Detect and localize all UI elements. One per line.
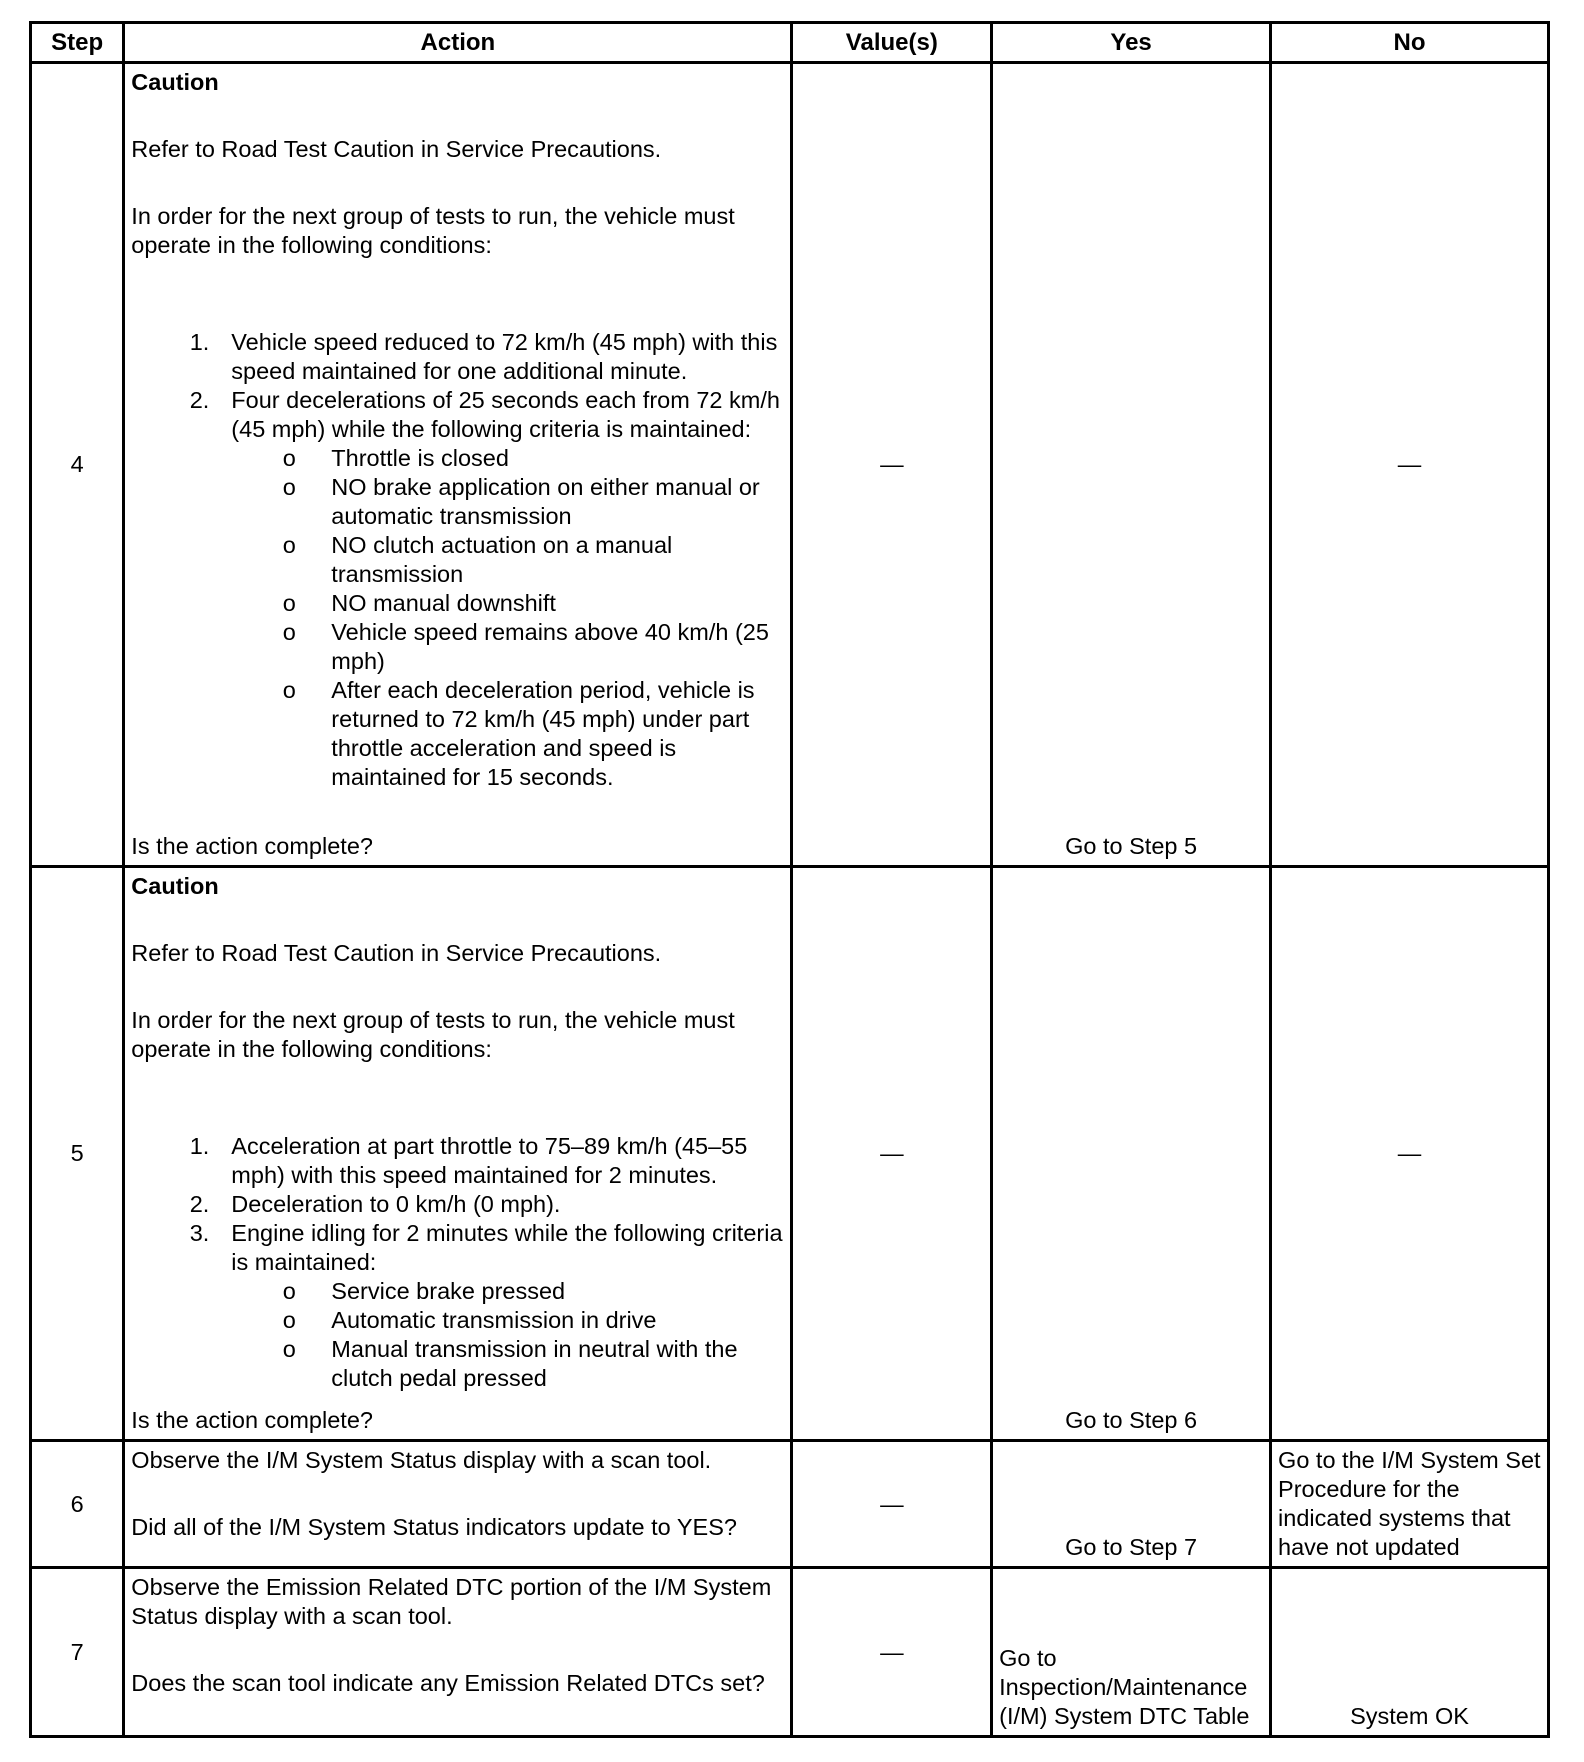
bullet-marker: o <box>282 1307 296 1334</box>
value-cell: — <box>792 1441 992 1568</box>
caution-label: Caution <box>131 873 219 900</box>
list-number: 2. <box>189 387 210 414</box>
no-result: System OK <box>1350 1703 1469 1729</box>
bullet-item <box>231 589 784 618</box>
bullet-marker: o <box>282 590 296 617</box>
yes-cell <box>992 1568 1271 1737</box>
bullet-text: Manual transmission in neutral with the clutch pedal pressed <box>331 1336 738 1392</box>
condition-list <box>131 1132 784 1393</box>
list-text: Deceleration to 0 km/h (0 mph). <box>231 1191 561 1218</box>
intro-text: In order for the next group of tests to run, the vehicle must operate in the following conditions: <box>131 203 735 259</box>
list-item <box>131 1190 784 1219</box>
step-number: 5 <box>31 867 124 1441</box>
bullet-marker: o <box>282 474 296 501</box>
bullet-text: Throttle is closed <box>331 445 509 472</box>
yes-link[interactable]: Go to Step 6 <box>1065 1407 1198 1434</box>
no-link[interactable]: Go to the I/M System Set Procedure for the indicated systems that have not updated <box>1278 1447 1541 1561</box>
bullet-text: Service brake pressed <box>331 1278 566 1305</box>
bullet-text: NO manual downshift <box>331 590 556 617</box>
value-cell: — <box>792 1568 992 1737</box>
value-cell: — <box>792 63 992 867</box>
yes-link[interactable]: Go to Inspection/Maintenance (I/M) System DTC Table <box>999 1645 1250 1729</box>
bullet-item <box>231 676 784 792</box>
header-values: Value(s) <box>792 23 992 63</box>
bullet-marker: o <box>282 1336 296 1363</box>
intro-text: In order for the next group of tests to run, the vehicle must operate in the following conditions: <box>131 1007 735 1063</box>
bullet-item <box>231 531 784 589</box>
yes-cell <box>992 867 1271 1441</box>
list-number: 1. <box>189 1133 210 1160</box>
yes-cell <box>992 1441 1271 1568</box>
caution-text: Refer to Road Test Caution in Service Precautions. <box>131 136 662 163</box>
bullet-item <box>231 444 784 473</box>
bullet-marker: o <box>282 677 296 704</box>
bullet-marker: o <box>282 532 296 559</box>
no-cell: — <box>1271 63 1549 867</box>
table-row <box>31 63 1549 867</box>
bullet-marker: o <box>282 1278 296 1305</box>
table-row <box>31 867 1549 1441</box>
step-number: 7 <box>31 1568 124 1737</box>
header-action: Action <box>124 23 792 63</box>
list-number: 2. <box>189 1191 210 1218</box>
step-number: 6 <box>31 1441 124 1568</box>
bullet-item <box>231 1335 784 1393</box>
criteria-list <box>231 444 784 792</box>
value-cell: — <box>792 867 992 1441</box>
header-step: Step <box>31 23 124 63</box>
bullet-item <box>231 1306 784 1335</box>
table-row <box>31 1568 1549 1737</box>
bullet-item <box>231 618 784 676</box>
no-cell <box>1271 1568 1549 1737</box>
list-text: Four decelerations of 25 seconds each from 72 km/h (45 mph) while the following criteria is maintained: <box>231 387 780 443</box>
question-text: Is the action complete? <box>131 833 373 860</box>
action-cell <box>124 1441 792 1568</box>
bullet-text: NO clutch actuation on a manual transmission <box>331 532 673 588</box>
table-row <box>31 1441 1549 1568</box>
action-text: Observe the Emission Related DTC portion of the I/M System Status display with a scan tool. <box>131 1574 772 1630</box>
action-text: Observe the I/M System Status display with a scan tool. <box>131 1447 712 1474</box>
header-no: No <box>1271 23 1549 63</box>
question-text: Does the scan tool indicate any Emission Related DTCs set? <box>131 1670 765 1697</box>
list-item <box>131 1219 784 1393</box>
list-text: Engine idling for 2 minutes while the following criteria is maintained: <box>231 1220 783 1276</box>
bullet-item <box>231 473 784 531</box>
yes-link[interactable]: Go to Step 7 <box>1065 1534 1198 1561</box>
caution-label: Caution <box>131 69 219 96</box>
bullet-text: Automatic transmission in drive <box>331 1307 657 1334</box>
bullet-item <box>231 1277 784 1306</box>
action-cell <box>124 1568 792 1737</box>
header-row <box>31 23 1549 63</box>
question-text: Is the action complete? <box>131 1407 373 1434</box>
list-item <box>131 1132 784 1190</box>
no-cell: — <box>1271 867 1549 1441</box>
list-item <box>131 328 784 386</box>
step-number: 4 <box>31 63 124 867</box>
question-text: Did all of the I/M System Status indicators update to YES? <box>131 1514 737 1541</box>
bullet-text: After each deceleration period, vehicle is returned to 72 km/h (45 mph) under part throttle acceleration and speed is maintained for 15 seconds. <box>331 677 755 791</box>
header-yes: Yes <box>992 23 1271 63</box>
list-text: Acceleration at part throttle to 75–89 km/h (45–55 mph) with this speed maintained for 2 minutes. <box>231 1133 748 1189</box>
bullet-marker: o <box>282 619 296 646</box>
caution-text: Refer to Road Test Caution in Service Precautions. <box>131 940 662 967</box>
yes-link[interactable]: Go to Step 5 <box>1065 833 1198 860</box>
condition-list <box>131 328 784 792</box>
no-cell <box>1271 1441 1549 1568</box>
yes-cell <box>992 63 1271 867</box>
bullet-text: Vehicle speed remains above 40 km/h (25 mph) <box>331 619 769 675</box>
action-cell <box>124 867 792 1441</box>
list-item <box>131 386 784 792</box>
criteria-list <box>231 1277 784 1393</box>
list-text: Vehicle speed reduced to 72 km/h (45 mph) with this speed maintained for one additional minute. <box>231 329 778 385</box>
bullet-marker: o <box>282 445 296 472</box>
list-number: 3. <box>189 1220 210 1247</box>
action-cell <box>124 63 792 867</box>
list-number: 1. <box>189 329 210 356</box>
diagnostic-table <box>29 21 1550 1738</box>
bullet-text: NO brake application on either manual or automatic transmission <box>331 474 760 530</box>
